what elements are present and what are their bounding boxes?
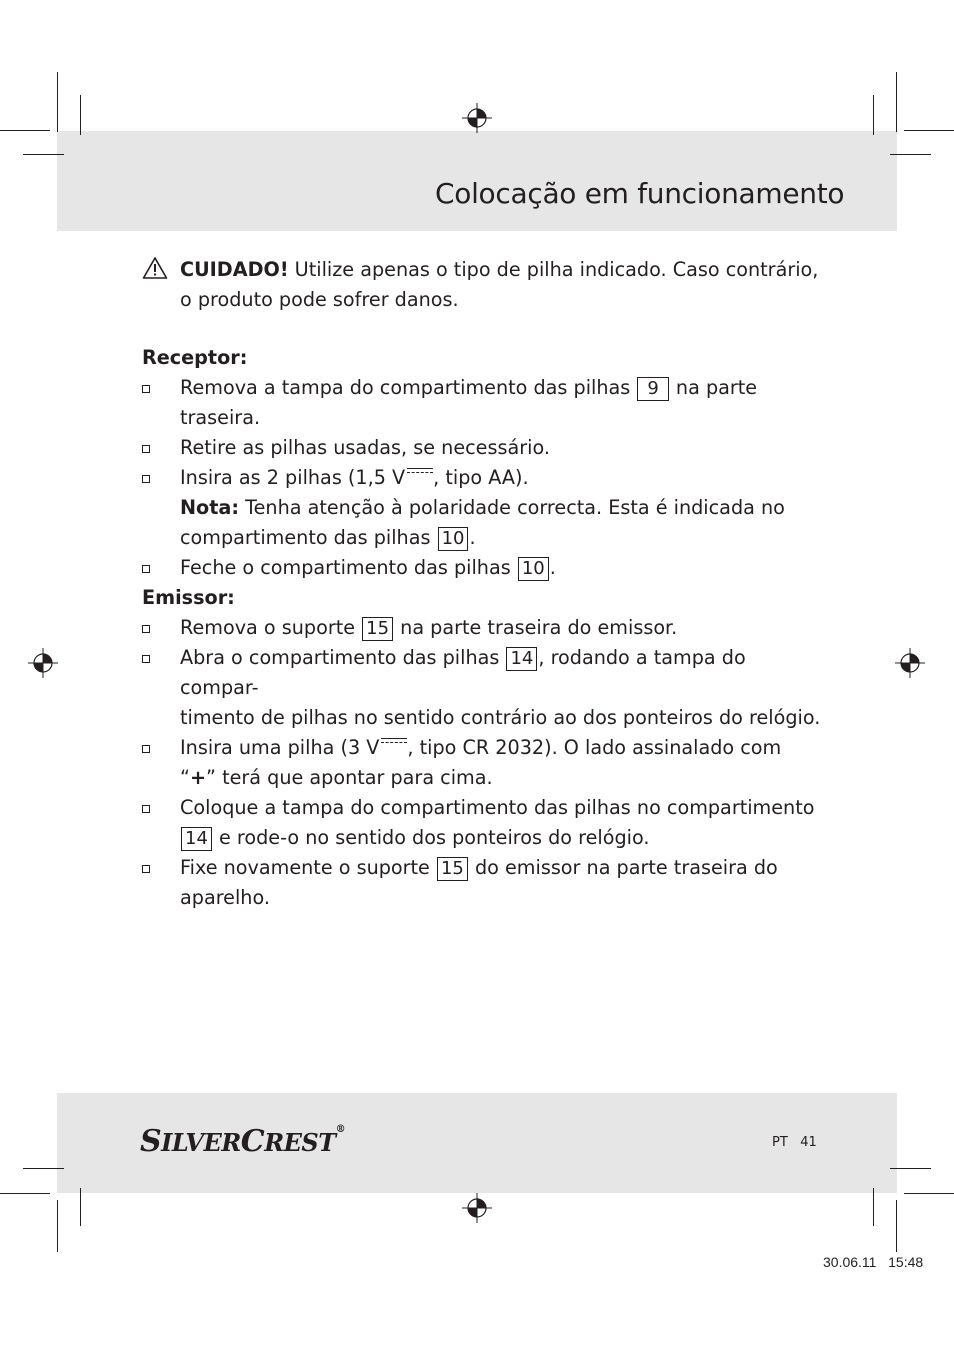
receptor-heading: Receptor: <box>142 346 248 369</box>
crop-mark <box>890 154 931 155</box>
item-text: Retire as pilhas usadas, se necessário. <box>180 436 550 459</box>
item-text: Fixe novamente o suporte <box>180 856 436 879</box>
crop-mark <box>57 1200 58 1252</box>
item-text: , rodando a tampa do compar- <box>180 646 746 699</box>
crop-mark <box>890 1168 931 1169</box>
crop-mark <box>80 1188 81 1226</box>
page-info <box>772 1135 817 1150</box>
dc-symbol-icon <box>407 468 433 479</box>
crop-mark <box>904 130 954 131</box>
list-item <box>142 553 822 583</box>
item-text: aparelho. <box>180 886 270 909</box>
list-item <box>142 463 822 553</box>
bullet-icon <box>142 745 150 753</box>
list-item <box>142 733 822 793</box>
bullet-icon <box>142 625 150 633</box>
item-text: Insira uma pilha (3 V <box>180 736 380 759</box>
item-text: timento de pilhas no sentido contrário ao dos ponteiros do relógio. <box>180 706 821 729</box>
note-text: Tenha atenção à polaridade correcta. Esta é indicada no <box>239 496 785 519</box>
crop-mark <box>904 1193 954 1194</box>
item-text: . <box>549 556 556 579</box>
dc-symbol-icon <box>381 738 407 749</box>
crop-mark <box>23 1168 64 1169</box>
bullet-icon <box>142 445 150 453</box>
crop-mark <box>0 130 50 131</box>
reference-number: 15 <box>362 617 393 641</box>
item-text: e rode-o no sentido dos ponteiros do relógio. <box>212 826 650 849</box>
list-item <box>142 613 822 643</box>
item-text: , tipo CR 2032). O lado assinalado com <box>407 736 782 759</box>
bullet-icon <box>142 565 150 573</box>
emissor-heading: Emissor: <box>142 586 235 609</box>
item-text: , tipo AA). <box>433 466 529 489</box>
crop-mark <box>80 95 81 135</box>
bullet-icon <box>142 385 150 393</box>
registration-mark-icon <box>462 103 492 133</box>
note-text: . <box>469 526 476 549</box>
page-title: Colocação em funcionamento <box>435 177 845 210</box>
item-text: Feche o compartimento das pilhas <box>180 556 517 579</box>
brand-letter: REST <box>264 1128 336 1157</box>
reference-number: 10 <box>438 527 469 551</box>
page-number: 41 <box>800 1135 817 1150</box>
registration-mark-icon <box>28 648 58 678</box>
note-label: Nota: <box>180 496 240 519</box>
plus-symbol: + <box>189 766 207 789</box>
warning-paragraph <box>142 255 822 315</box>
item-text: Coloque a tampa do compartimento das pilhas no compartimento <box>180 796 815 819</box>
bullet-icon <box>142 805 150 813</box>
bullet-icon <box>142 475 150 483</box>
list-item <box>142 853 822 913</box>
registration-mark-icon <box>895 648 925 678</box>
warning-text: o produto pode sofrer danos. <box>180 288 459 311</box>
item-text: “ <box>180 766 190 789</box>
brand-letter: C <box>240 1124 265 1159</box>
main-content <box>142 255 822 913</box>
reference-number: 15 <box>437 857 468 881</box>
list-item <box>142 793 822 853</box>
warning-text: Utilize apenas o tipo de pilha indicado. Caso contrário, <box>288 258 819 281</box>
crop-mark <box>873 95 874 135</box>
bullet-icon <box>142 865 150 873</box>
registered-mark: ® <box>335 1124 346 1135</box>
item-text: na parte traseira. <box>180 376 758 429</box>
crop-mark <box>896 72 897 132</box>
brand-logo <box>140 1124 345 1159</box>
reference-number: 10 <box>518 557 549 581</box>
brand-letter: S <box>140 1124 162 1159</box>
reference-number: 14 <box>506 647 537 671</box>
warning-label: CUIDADO! <box>180 258 289 281</box>
item-text: ” terá que apontar para cima. <box>206 766 493 789</box>
bullet-icon <box>142 655 150 663</box>
crop-mark <box>0 1193 50 1194</box>
item-text: do emissor na parte traseira do <box>468 856 778 879</box>
item-text: na parte traseira do emissor. <box>394 616 678 639</box>
registration-mark-icon <box>462 1193 492 1223</box>
list-item <box>142 643 822 733</box>
crop-mark <box>57 72 58 132</box>
item-text: Abra o compartimento das pilhas <box>180 646 506 669</box>
reference-number: 9 <box>637 377 668 401</box>
list-item <box>142 373 822 433</box>
print-timestamp: 30.06.11 15:48 <box>823 1254 924 1270</box>
item-text: Remova o suporte <box>180 616 362 639</box>
brand-letter: ILVER <box>161 1128 241 1157</box>
note-text: compartimento das pilhas <box>180 526 437 549</box>
crop-mark <box>896 1200 897 1252</box>
list-item <box>142 433 822 463</box>
reference-number: 14 <box>181 827 212 851</box>
warning-triangle-icon <box>142 256 168 280</box>
crop-mark <box>23 154 64 155</box>
language-code: PT <box>772 1135 788 1150</box>
item-text: Remova a tampa do compartimento das pilhas <box>180 376 637 399</box>
crop-mark <box>873 1188 874 1226</box>
item-text: Insira as 2 pilhas (1,5 V <box>180 466 406 489</box>
